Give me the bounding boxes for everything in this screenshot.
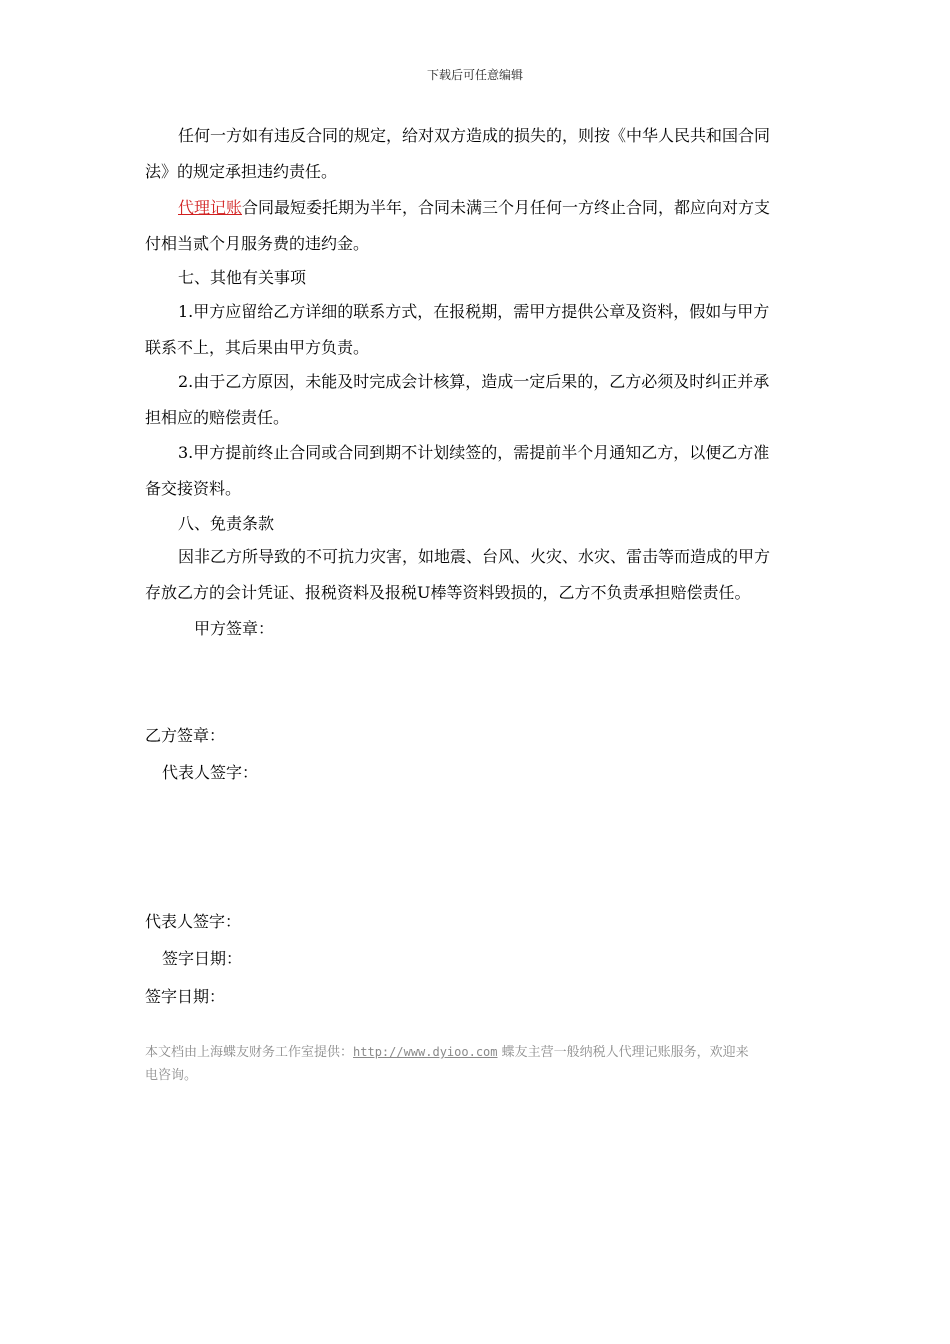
- signature-date-label: 签字日期：: [162, 949, 243, 968]
- list-item-line: 1.甲方应留给乙方详细的联系方式，在报税期，需甲方提供公章及资料，假如与甲方: [178, 302, 770, 321]
- footer-url-link[interactable]: http://www.dyioo.com: [353, 1045, 498, 1059]
- footer-note: [145, 1043, 749, 1062]
- party-a-seal-label: 甲方签章：: [194, 619, 275, 638]
- footer-suffix: 蝶友主营一般纳税人代理记账服务，欢迎来: [497, 1045, 749, 1060]
- bookkeeping-link[interactable]: 代理记账: [178, 198, 243, 217]
- list-item-line: 2.由于乙方原因，未能及时完成会计核算，造成一定后果的，乙方必须及时纠正并承: [178, 372, 770, 391]
- list-item-line: 3.甲方提前终止合同或合同到期不计划续签的，需提前半个月通知乙方，以便乙方准: [178, 443, 770, 462]
- page-header: 下载后可任意编辑: [426, 68, 523, 82]
- party-b-seal-label: 乙方签章：: [145, 726, 226, 745]
- section-title: 八、免责条款: [178, 514, 275, 533]
- paragraph-line: 付相当贰个月服务费的违约金。: [145, 234, 370, 253]
- section-title: 七、其他有关事项: [178, 268, 307, 287]
- paragraph-line: 存放乙方的会计凭证、报税资料及报税U棒等资料毁损的，乙方不负责承担赔偿责任。: [145, 583, 751, 602]
- paragraph-line: [178, 198, 770, 218]
- list-item-line: 联系不上，其后果由甲方负责。: [145, 338, 370, 357]
- list-item-line: 备交接资料。: [145, 479, 242, 498]
- list-item-line: 担相应的赔偿责任。: [145, 408, 290, 427]
- footer-note-line2: 电咨询。: [145, 1068, 198, 1083]
- paragraph-line: 因非乙方所导致的不可抗力灾害，如地震、台风、火灾、水灾、雷击等而造成的甲方: [178, 547, 771, 566]
- representative-signature-label: 代表人签字：: [145, 912, 242, 931]
- paragraph-line: 法》的规定承担违约责任。: [145, 162, 338, 181]
- paragraph-line: 任何一方如有违反合同的规定，给对双方造成的损失的，则按《中华人民共和国合同: [178, 126, 771, 145]
- footer-prefix: 本文档由上海蝶友财务工作室提供：: [145, 1045, 354, 1060]
- paragraph-text: 合同最短委托期为半年，合同未满三个月任何一方终止合同，都应向对方支: [242, 198, 771, 217]
- signature-date-label: 签字日期：: [145, 987, 226, 1006]
- representative-signature-label: 代表人签字：: [162, 763, 259, 782]
